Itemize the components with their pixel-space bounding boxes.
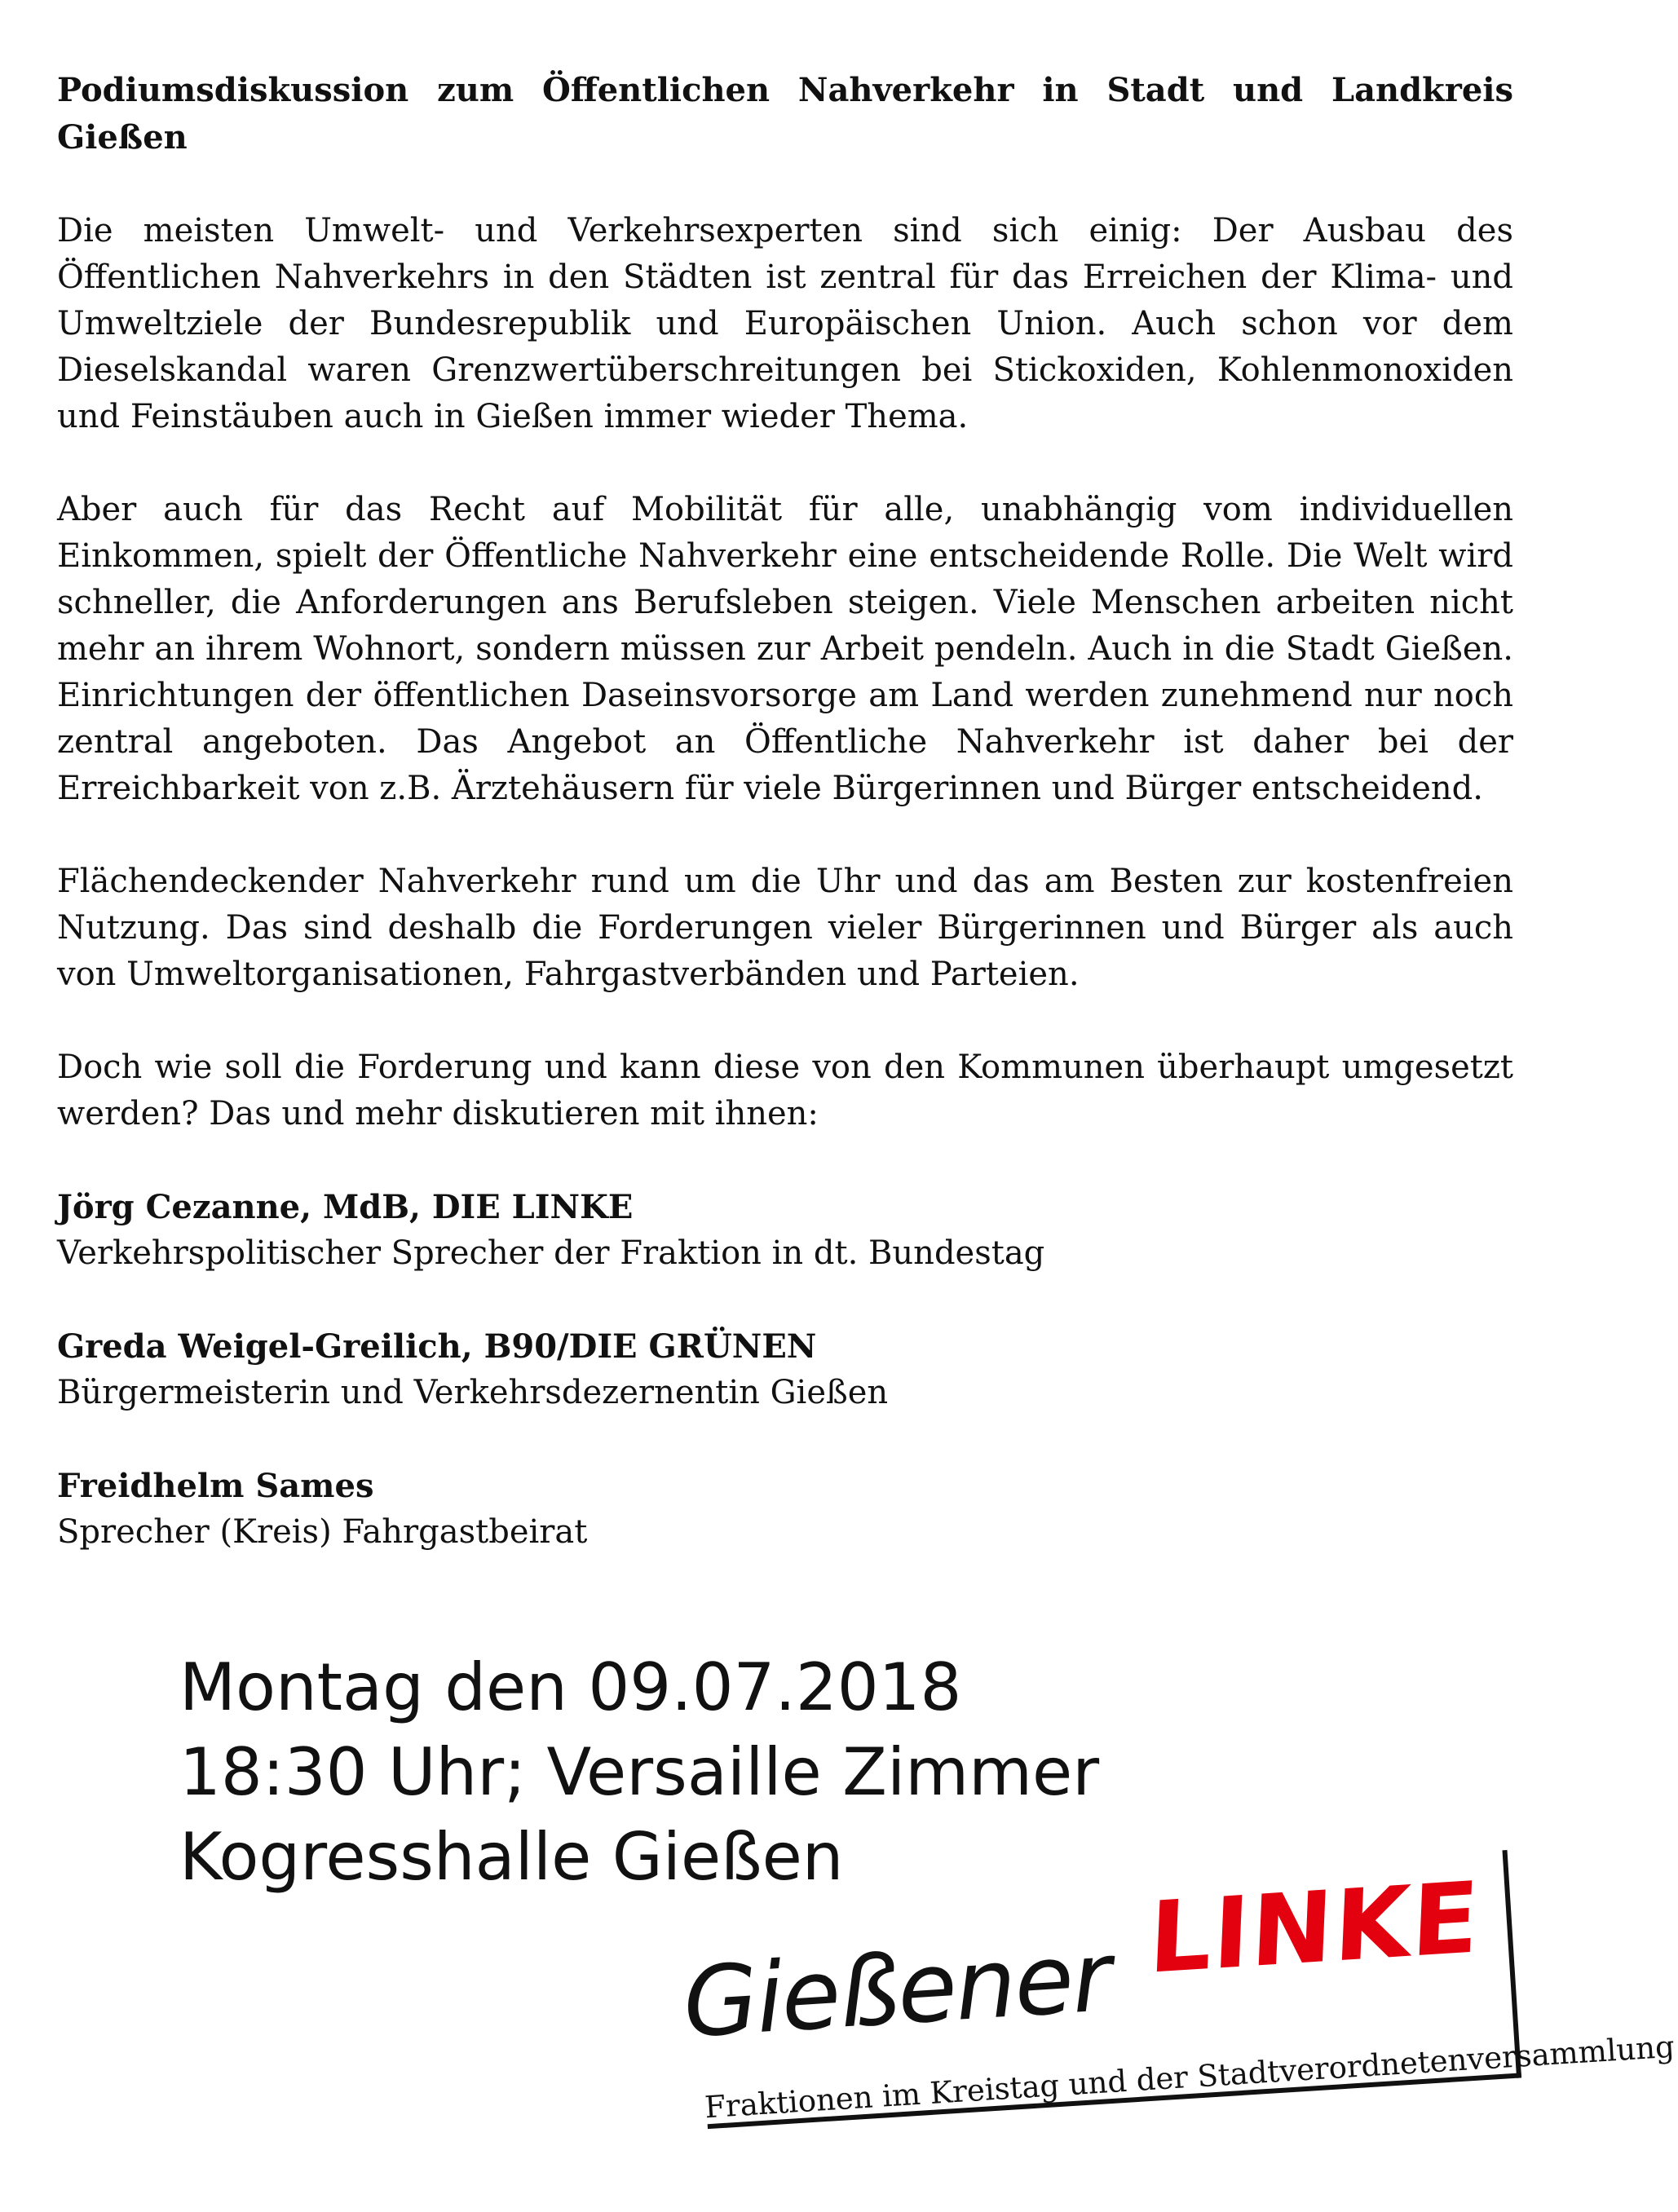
intro-paragraph-1: Die meisten Umwelt- und Verkehrsexperten sind sich einig: Der Ausbau des Öffentlichen Nahverkehrs in den Städten ist zentral für das Erreichen der Klima- und Umweltziele der Bundesrepublik und Europäischen Union. Auch schon vor dem Dieselskandal waren Grenzwertüberschreitungen bei Stickoxiden, Kohlenmonoxiden und Feinstäuben auch in Gießen immer wieder Thema. (57, 212, 1513, 435)
speaker-3 (57, 1463, 1513, 1556)
speaker-2 (57, 1323, 1513, 1416)
flyer-body (57, 67, 1513, 1556)
speaker-role: Sprecher (Kreis) Fahrgastbeirat (57, 1513, 588, 1551)
logo-word-linke: LINKE (1146, 1861, 1483, 1997)
intro-paragraph-3: Flächendeckender Nahverkehr rund um die Uhr und das am Besten zur kostenfreien Nutzung. Das sind deshalb die Forderungen vieler Bürgerinnen und Bürger als auch von Umweltorganisationen, Fahrgastverbänden und Parteien. (57, 863, 1513, 993)
speaker-role: Bürgermeisterin und Verkehrsdezernentin Gießen (57, 1374, 889, 1411)
intro-paragraph-4: Doch wie soll die Forderung und kann diese von den Kommunen überhaupt umgesetzt werden? Das und mehr diskutieren mit ihnen: (57, 1049, 1513, 1132)
giessener-linke-logo (677, 1842, 1676, 2164)
intro-paragraph-2: Aber auch für das Recht auf Mobilität für alle, unabhängig vom individuellen Einkommen, spielt der Öffentliche Nahverkehr eine entscheidende Rolle. Die Welt wird schneller, die Anforderungen ans Berufsleben steigen. Viele Menschen arbeiten nicht mehr an ihrem Wohnort, sondern müssen zur Arbeit pendeln. Auch in die Stadt Gießen. Einrichtungen der öffentlichen Daseinsvorsorge am Land werden zunehmend nur noch zentral angeboten. Das Angebot an Öffentliche Nahverkehr ist daher bei der Erreichbarkeit von z.B. Ärztehäusern für viele Bürgerinnen und Bürger entscheidend. (57, 491, 1513, 807)
speaker-name: Freidhelm Sames (57, 1467, 374, 1505)
event-details (179, 1645, 1099, 1900)
speaker-name: Jörg Cezanne, MdB, DIE LINKE (57, 1188, 634, 1226)
event-date: Montag den 09.07.2018 (179, 1649, 962, 1725)
event-venue: Kogresshalle Gießen (179, 1819, 844, 1895)
speaker-name: Greda Weigel-Greilich, B90/DIE GRÜNEN (57, 1327, 817, 1366)
logo-word-giessener: Gießener (679, 1919, 1114, 2060)
page-title: Podiumsdiskussion zum Öffentlichen Nahverkehr in Stadt und Landkreis Gießen (57, 71, 1513, 157)
logo-tagline: Fraktionen im Kreistag und der Stadtverordnetenversammlung (704, 2029, 1676, 2126)
speaker-role: Verkehrspolitischer Sprecher der Fraktion in dt. Bundestag (57, 1234, 1045, 1272)
speaker-1 (57, 1184, 1513, 1277)
event-time-room: 18:30 Uhr; Versaille Zimmer (179, 1734, 1100, 1810)
